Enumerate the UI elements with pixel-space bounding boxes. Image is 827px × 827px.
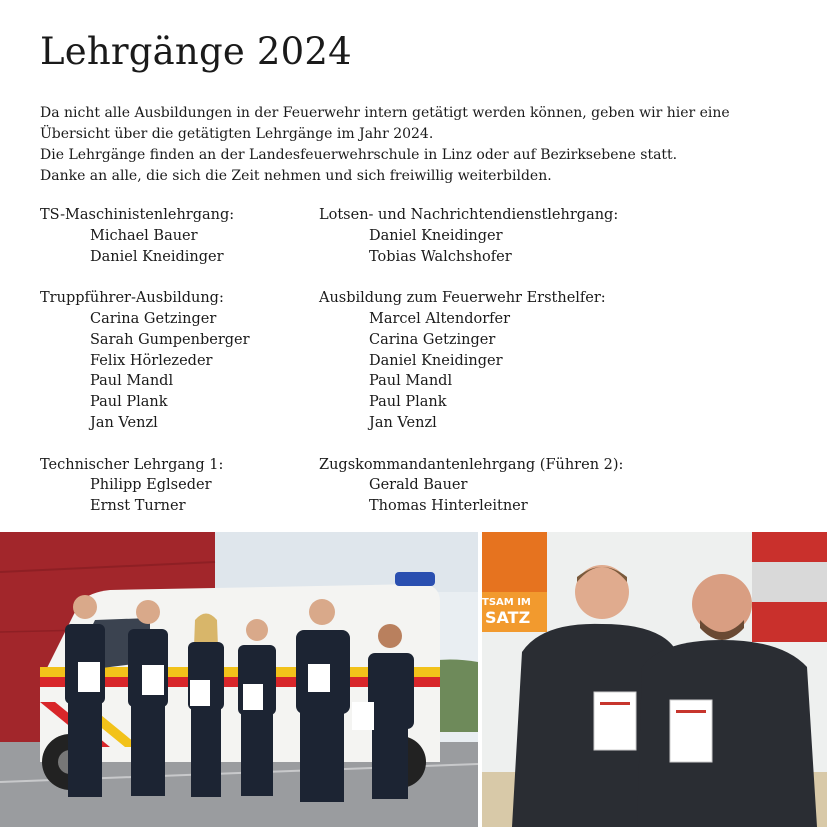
group-photo-illustration	[0, 532, 478, 827]
course-heading: Ausbildung zum Feuerwehr Ersthelfer:	[319, 290, 606, 307]
course-heading: Zugskommandantenlehrgang (Führen 2):	[319, 456, 624, 473]
course-heading: Lotsen- und Nachrichtendienstlehrgang:	[319, 207, 619, 223]
participant-name: Tobias Walchshofer	[369, 248, 512, 265]
page-title: Lehrgänge 2024	[40, 30, 352, 73]
course-section	[40, 205, 250, 267]
participant-name: Michael Bauer	[90, 227, 198, 244]
group-photo-ambulance	[0, 532, 478, 827]
person-silhouette	[128, 600, 168, 796]
participant-name: Felix Hörlezeder	[90, 352, 213, 369]
participant-name: Gerald Bauer	[369, 477, 468, 494]
participant-name: Jan Venzl	[369, 414, 437, 431]
banner-text: TSAM IM	[482, 597, 531, 608]
participant-name: Paul Mandl	[369, 373, 453, 390]
participant-name: Paul Plank	[90, 394, 168, 411]
course-list-right	[319, 205, 623, 538]
course-heading: TS-Maschinistenlehrgang:	[40, 207, 235, 223]
person-silhouette	[65, 595, 105, 797]
participant-name: Paul Mandl	[90, 373, 174, 390]
photo-certificates	[482, 532, 827, 827]
participant-name: Daniel Kneidinger	[369, 352, 503, 369]
course-heading: Truppführer-Ausbildung:	[40, 290, 224, 307]
course-section	[319, 288, 623, 434]
course-section	[40, 288, 250, 434]
participant-name: Carina Getzinger	[90, 310, 217, 327]
intro-paragraph	[40, 103, 800, 187]
intro-line: Übersicht über die getätigten Lehrgänge im Jahr 2024.	[40, 126, 434, 142]
person-silhouette	[238, 619, 276, 796]
banner-text: SATZ	[485, 608, 531, 627]
participant-name: Jan Venzl	[90, 414, 158, 431]
course-heading: Technischer Lehrgang 1:	[40, 456, 224, 473]
photo-strip	[0, 532, 827, 827]
participant-name: Carina Getzinger	[369, 331, 496, 348]
participant-name: Ernst Turner	[90, 498, 186, 515]
participant-name: Paul Plank	[369, 394, 447, 411]
participant-name: Sarah Gumpenberger	[90, 331, 250, 348]
course-list-left	[40, 205, 250, 538]
intro-line: Danke an alle, die sich die Zeit nehmen und sich freiwillig weiterbilden.	[40, 168, 552, 184]
participant-name: Philipp Eglseder	[90, 477, 212, 494]
participant-name: Thomas Hinterleitner	[369, 498, 528, 515]
certificates-illustration	[482, 532, 827, 827]
course-section	[319, 205, 623, 267]
participant-name: Daniel Kneidinger	[369, 227, 503, 244]
intro-line: Da nicht alle Ausbildungen in der Feuerwehr intern getätigt werden können, geben wir hier eine	[40, 105, 730, 121]
intro-line: Die Lehrgänge finden an der Landesfeuerwehrschule in Linz oder auf Bezirksebene statt.	[40, 147, 678, 163]
participant-name: Daniel Kneidinger	[90, 248, 224, 265]
course-section	[319, 455, 623, 517]
course-section	[40, 455, 250, 517]
participant-name: Marcel Altendorfer	[369, 310, 511, 327]
